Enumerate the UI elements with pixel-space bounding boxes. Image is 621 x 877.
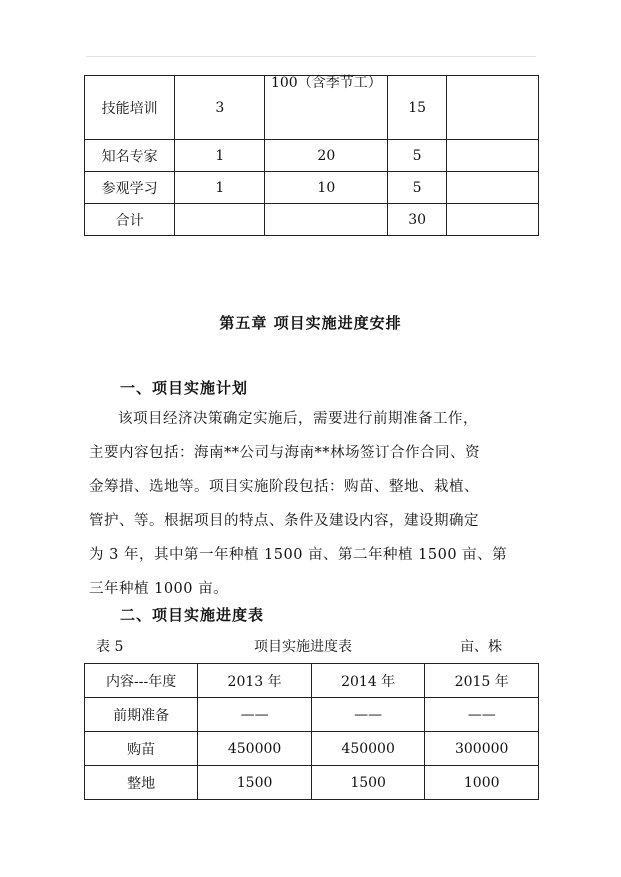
table-cell: —— (425, 698, 539, 732)
table-cell: 5 (388, 140, 447, 172)
table-cell: 1500 (311, 766, 425, 800)
table-cell: 30 (388, 204, 447, 236)
table-cell: 参观学习 (85, 172, 175, 204)
table-cell: 技能培训 (85, 76, 175, 140)
table-header-cell: 2014 年 (311, 664, 425, 698)
table-cell: 1 (175, 172, 265, 204)
training-table (84, 75, 539, 236)
table-cell (446, 172, 538, 204)
chapter-title: 第五章 项目实施进度安排 (219, 314, 402, 332)
table-cell (446, 76, 538, 140)
table-cell: 3 (175, 76, 265, 140)
paragraph-line: 三年种植 1000 亩。 (89, 581, 229, 597)
table-cell: —— (311, 698, 425, 732)
table-unit: 亩、株 (460, 639, 502, 655)
paragraph (89, 402, 529, 606)
table-cell: 知名专家 (85, 140, 175, 172)
table-cell: 300000 (425, 732, 539, 766)
table-title: 项目实施进度表 (254, 639, 352, 655)
table-header-row (85, 664, 539, 698)
table-cell: 20 (265, 140, 388, 172)
paragraph-line: 为 3 年，其中第一年种植 1500 亩、第二年种植 1500 亩、第 (89, 547, 508, 563)
table-cell: 购苗 (85, 732, 198, 766)
table-cell: 10 (265, 172, 388, 204)
table-header-cell: 内容---年度 (85, 664, 198, 698)
paragraph-line: 金筹措、选地等。项目实施阶段包括：购苗、整地、栽植、 (89, 479, 479, 495)
paragraph-line: 管护、等。根据项目的特点、条件及建设内容，建设期确定 (89, 513, 479, 529)
table-cell (446, 204, 538, 236)
table-cell-text: 100（含季节工） (270, 74, 382, 91)
table-header-cell: 2013 年 (198, 664, 312, 698)
table-cell: 整地 (85, 766, 198, 800)
header-rule (86, 56, 536, 57)
table-row (85, 76, 539, 140)
table-cell: 15 (388, 76, 447, 140)
table-cell: 前期准备 (85, 698, 198, 732)
table-cell (446, 140, 538, 172)
table-cell: 450000 (311, 732, 425, 766)
section-heading: 二、项目实施进度表 (120, 606, 265, 624)
table-label: 表 5 (96, 639, 124, 655)
table-cell: 1500 (198, 766, 312, 800)
table-cell: 1 (175, 140, 265, 172)
schedule-table (84, 663, 539, 800)
table-cell (175, 204, 265, 236)
table-row (85, 766, 539, 800)
paragraph-line: 该项目经济决策确定实施后，需要进行前期准备工作， (118, 411, 478, 427)
table-cell: 5 (388, 172, 447, 204)
table-cell: 合计 (85, 204, 175, 236)
table-row (85, 172, 539, 204)
table-row (85, 140, 539, 172)
table-cell (265, 76, 388, 140)
section-heading: 一、项目实施计划 (120, 379, 249, 397)
paragraph-line: 主要内容包括：海南**公司与海南**林场签订合作合同、资 (89, 445, 480, 461)
table-row (85, 698, 539, 732)
table-header-cell: 2015 年 (425, 664, 539, 698)
table-row (85, 732, 539, 766)
table-cell (265, 204, 388, 236)
table-cell: 1000 (425, 766, 539, 800)
table-row (85, 204, 539, 236)
table-cell: 450000 (198, 732, 312, 766)
table-cell: —— (198, 698, 312, 732)
